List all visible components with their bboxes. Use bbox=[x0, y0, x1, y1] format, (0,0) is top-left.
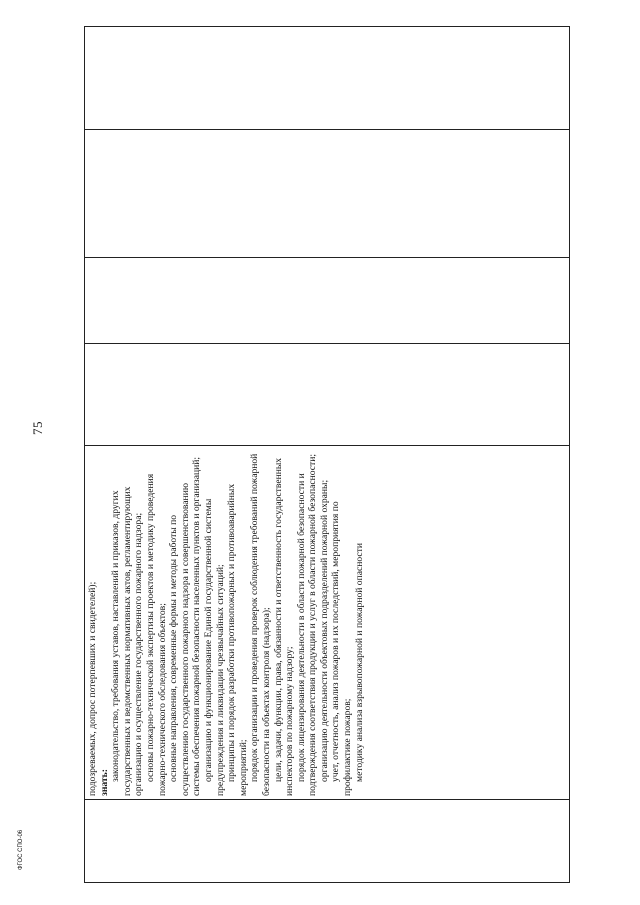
text-line: основные направления, современные формы и методы работы по осуществлению государственного пожарного надзора и совершенствованию системы обеспечения пожарной безопасности населенных пунктов и организаций; bbox=[168, 456, 203, 796]
empty-cell-code bbox=[85, 800, 570, 883]
competency-text-cell bbox=[85, 446, 570, 800]
text-line: организацию деятельности объектовых подразделений пожарной охраны; bbox=[318, 479, 330, 782]
table-grid bbox=[84, 26, 570, 883]
empty-cell-disciplines bbox=[85, 130, 570, 258]
text-line: подозреваемых, допрос потерпевших и свидетелей); bbox=[87, 581, 98, 796]
text-line: законодательство, требования уставов, наставлений и приказов, других государственных и ведомственных нормативных актов, регламентирующих организацию и осуществление государственного пожарного надзора; bbox=[110, 486, 145, 796]
text-line: организацию и функционирование Единой государственной системы предупреждения и ликвидации чрезвычайных ситуаций; bbox=[202, 498, 226, 796]
empty-cell-competencies bbox=[85, 27, 570, 130]
table-row bbox=[85, 27, 570, 883]
empty-cell-hours-req bbox=[85, 258, 570, 344]
text-line-heading: знать: bbox=[98, 769, 110, 796]
text-line: методику анализа взрывопожарной и пожарной опасности bbox=[353, 543, 365, 782]
text-line: основы пожарно-технической экспертизы проектов и методику проведения пожарно-технического обследования объектов; bbox=[144, 473, 168, 796]
standards-table bbox=[84, 27, 570, 883]
footer-code: ФГОС СПО-06 bbox=[18, 829, 24, 870]
text-line: учет, отчетность, анализ пожаров и их последствий, мероприятия по профилактике пожаров; bbox=[330, 501, 354, 796]
text-line: порядок лицензирования деятельности в области пожарной безопасности и подтверждения соответствия продукции и услуг в области пожарной безопасности; bbox=[295, 453, 319, 796]
text-line: принципы и порядок разработки противопожарных и противоаварийных мероприятий; bbox=[226, 483, 249, 796]
page-number: 75 bbox=[30, 421, 45, 435]
text-line: порядок организации и проведения проверок соблюдения требований пожарной безопасности на объектах контроля (надзора); bbox=[249, 453, 272, 796]
text-line: цели, задачи, функции, права, обязанности и ответственность государственных инспекторов по пожарному надзору; bbox=[272, 457, 296, 796]
empty-cell-hours-max bbox=[85, 344, 570, 446]
